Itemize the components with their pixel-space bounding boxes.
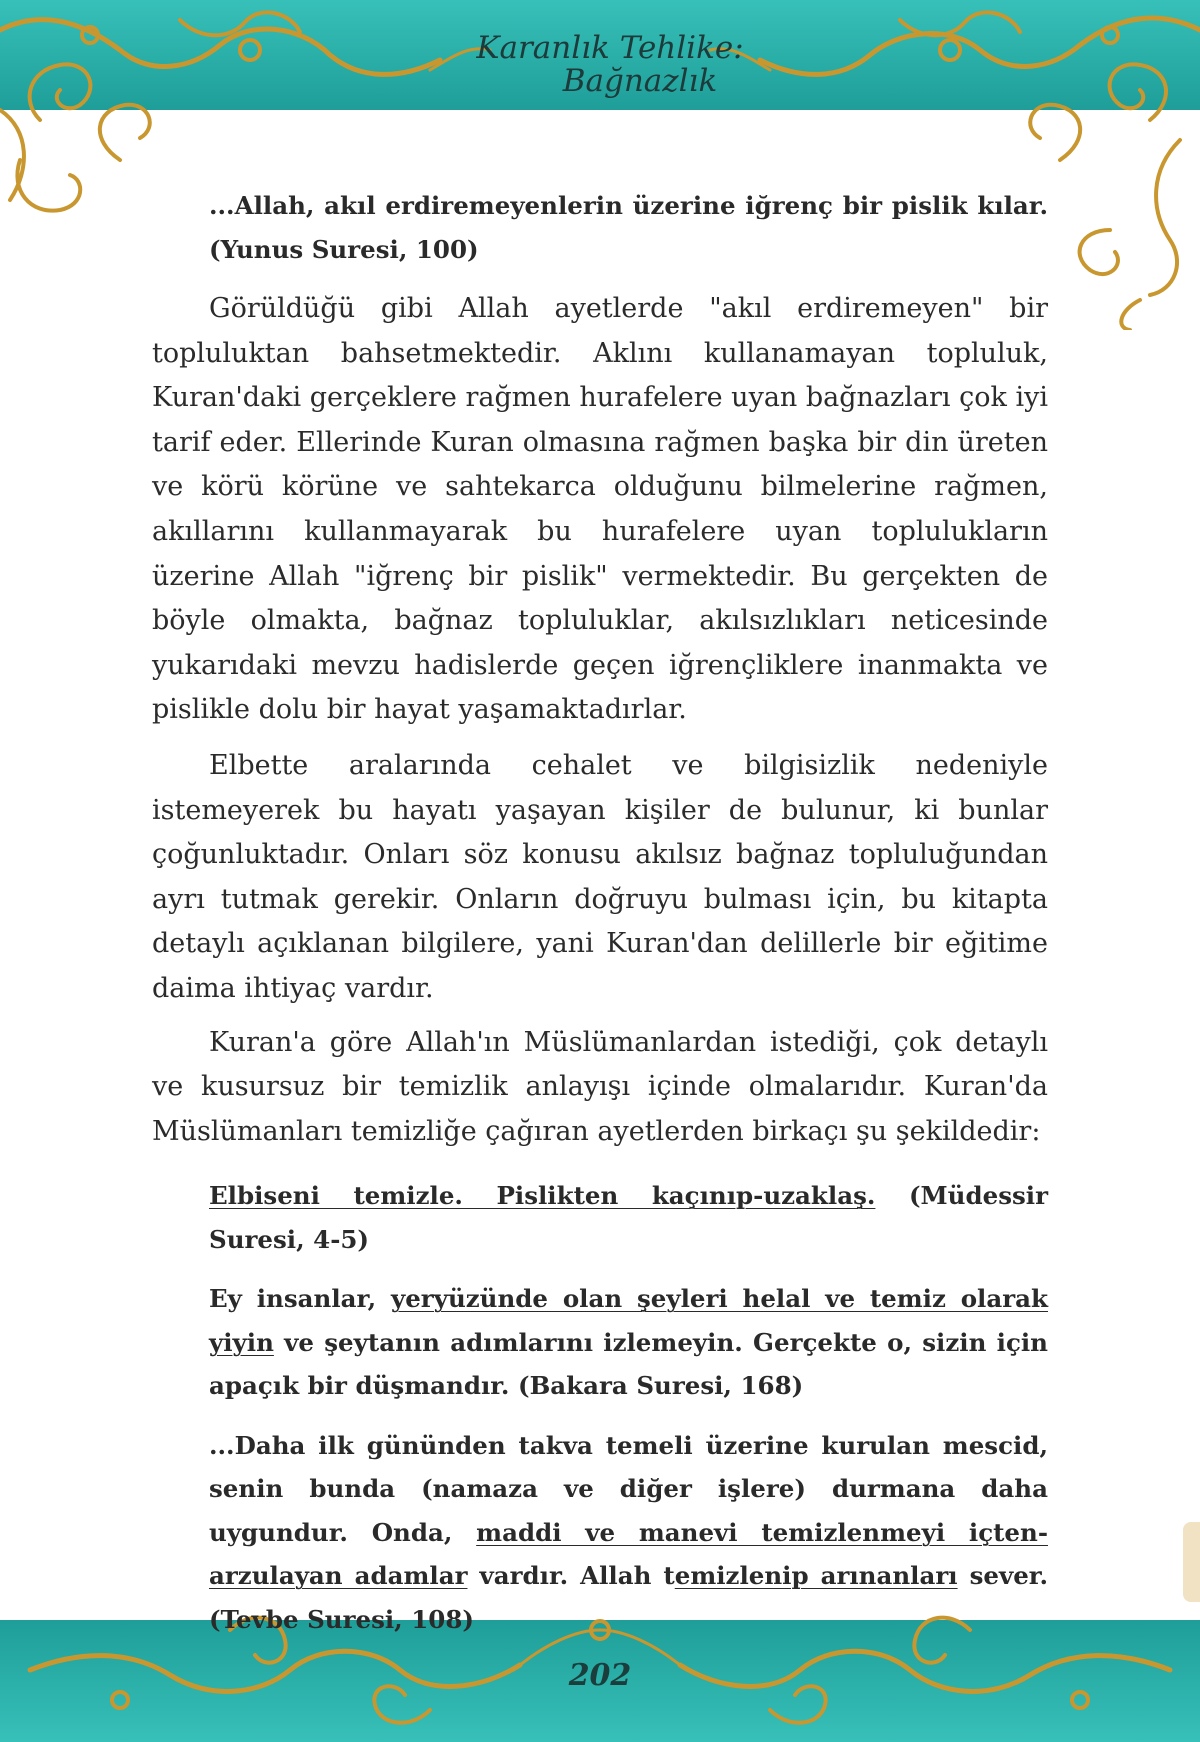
verse-bakara-start: Ey insanlar, bbox=[209, 1284, 391, 1314]
page-number: 202 bbox=[568, 1658, 632, 1693]
page-content bbox=[152, 184, 1048, 1641]
running-header-title bbox=[470, 32, 770, 98]
verse-mudessir-ref: (Müdessir Suresi, 4-5) bbox=[209, 1181, 1049, 1254]
verse-tevbe-start: ...Daha ilk gününden takva temeli üzerine kurulan mescid, senin bunda (namaza ve diğer işlere) durmana daha uygundur. Onda, bbox=[209, 1430, 1048, 1547]
header-title-line1: Karanlık Tehlike: bbox=[476, 30, 744, 66]
verse-bakara-underlined: yeryüzünde olan şeyleri helal ve temiz olarak yiyin bbox=[209, 1284, 1048, 1357]
header-title-line2: Bağnazlık bbox=[562, 63, 718, 99]
paragraph-3: Kuran'a göre Allah'ın Müslümanlardan istediği, çok detaylı ve kusursuz bir temizlik anlayışı içinde olmalarıdır. Kuran'da Müslümanları temizliğe çağıran ayetlerden birkaçı şu şekildedir: bbox=[152, 1026, 1048, 1147]
verse-bakara-rest: ve şeytanın adımlarını izlemeyin. Gerçekte o, sizin için apaçık bir düşmandır. (Bakara Suresi, 168) bbox=[209, 1327, 1048, 1401]
verse-tevbe-underlined-2: emizlenip arınanları bbox=[674, 1561, 958, 1591]
verse-tevbe-middle: vardır. Allah t bbox=[467, 1561, 675, 1591]
paragraph-2: Elbette aralarında cehalet ve bilgisizlik nedeniyle istemeyerek bu hayatı yaşayan kişiler de bulunur, ki bunlar çoğunluktadır. Onları söz konusu akılsız bağnaz topluluğundan ayrı tutmak gerekir. Onların doğruyu bulması için, bu kitapta detaylı açıklanan bilgilere, yani Kuran'dan delillerle bir eğitime daima ihtiyaç vardır. bbox=[152, 749, 1048, 1004]
verse-mudessir-underlined: Elbiseni temizle. Pislikten kaçınıp-uzaklaş. bbox=[209, 1181, 876, 1211]
verse-tevbe-ref: sever. (Tevbe Suresi, 108) bbox=[209, 1561, 1048, 1634]
verse-yunus-100: ...Allah, akıl erdiremeyenlerin üzerine iğrenç bir pislik kılar. (Yunus Suresi, 100) bbox=[209, 191, 1048, 264]
paragraph-1: Görüldüğü gibi Allah ayetlerde "akıl erdiremeyen" bir topluluktan bahsetmektedir. Aklını kullanamayan topluluk, Kuran'daki gerçeklere rağmen hurafelere uyan bağnazları çok iyi tarif eder. Ellerinde Kuran olmasına rağmen başka bir din üreten ve körü körüne ve sahtekarca olduğunu bilmelerine rağmen, akıllarını kullanmayarak bu hurafelere uyan toplulukların üzerine Allah "iğrenç bir pislik" vermektedir. Bu gerçekten de böyle olmakta, bağnaz topluluklar, akılsızlıkları neticesinde yukarıdaki mevzu hadislerde geçen iğrençliklere inanmakta ve pislikle dolu bir hayat yaşamaktadırlar. bbox=[152, 293, 1048, 726]
verse-tevbe-underlined-1: maddi ve manevi temizlenmeyi içten-arzulayan adamlar bbox=[209, 1517, 1048, 1591]
verse-mudessir-4-5 bbox=[209, 1174, 1048, 1261]
verse-bakara-168 bbox=[209, 1277, 1048, 1408]
side-tab-marker bbox=[1183, 1522, 1200, 1602]
verse-tevbe-108 bbox=[209, 1424, 1048, 1642]
